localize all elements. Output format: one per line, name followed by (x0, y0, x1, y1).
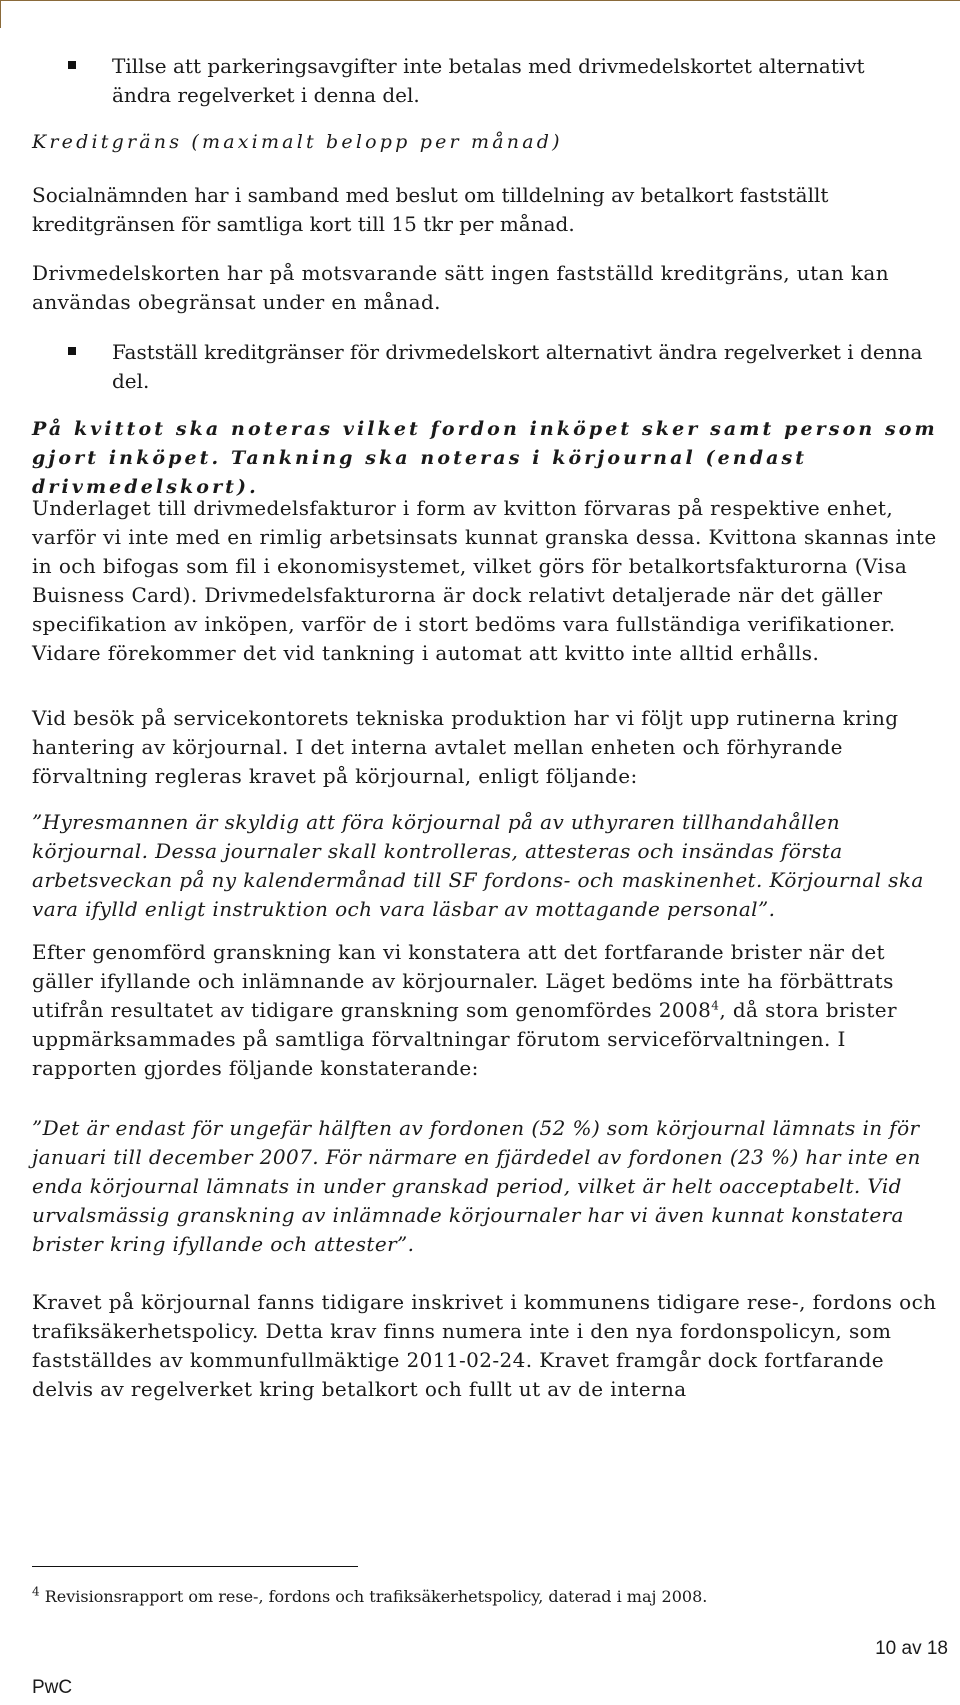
paragraph-text (32, 938, 946, 1083)
section-heading-receipt (32, 415, 946, 502)
footnote-number: 4 (32, 1584, 40, 1599)
bullet-item-parking (78, 52, 930, 110)
paragraph-findings (32, 938, 946, 1083)
square-bullet-icon (68, 347, 76, 355)
section-heading-credit-limit (32, 128, 946, 157)
quote-text: ”Det är endast för ungefär hälften av fordonen (52 %) som körjournal lämnats in för januari till december 2007. För närmare en fjärdedel av fordonen (23 %) har inte en enda körjournal lämnats in under granskad period, vilket är helt oacceptabelt. Vid urvalsmässig granskning av inlämnade körjournaler har vi även kunnat konstatera brister kring ifyllande och attester”. (32, 1116, 921, 1256)
paragraph-text: Drivmedelskorten har på motsvarande sätt ingen fastställd kreditgräns, utan kan användas obegränsat under en månad. (32, 261, 889, 314)
bullet-text: Tillse att parkeringsavgifter inte betalas med drivmedelskortet alternativt ändra regelverket i denna del. (112, 54, 865, 107)
paragraph-text: Socialnämnden har i samband med beslut om tilldelning av betalkort fastställt kreditgränsen för samtliga kort till 15 tkr per månad. (32, 183, 829, 236)
paragraph-receipts (32, 494, 946, 668)
quote-rental-agreement (32, 808, 946, 924)
paragraph-text-part: Efter genomförd granskning kan vi konstatera att det fortfarande brister när det gäller ifyllande och inlämnande av körjournaler. Läget bedöms inte ha förbättrats utifrån resultatet av tidigare granskning som genomfördes 2008 (32, 940, 894, 1022)
footnote (32, 1586, 707, 1608)
page-number: 10 av 18 (875, 1638, 948, 1659)
paragraph-text-part: , då stora brister uppmärksammades på samtliga förvaltningar förutom serviceförvaltningen. I rapporten gjordes följande konstaterande: (32, 998, 897, 1080)
quote-text: ”Hyresmannen är skyldig att föra körjournal på av uthyraren tillhandahållen körjournal. Dessa journaler skall kontrolleras, attesteras och insändas första arbetsveckan på ny kalendermånad till SF fordons- och maskinenhet. Körjournal ska vara ifylld enligt instruktion och vara läsbar av mottagande personal”. (32, 810, 924, 921)
bullet-text: Fastställ kreditgränser för drivmedelskort alternativt ändra regelverket i denna del. (112, 340, 923, 393)
heading-text: På kvittot ska noteras vilket fordon inköpet sker samt person som gjort inköpet. Tankning ska noteras i körjournal (endast drivmedelskort). (32, 418, 938, 498)
page-corner-mark (0, 0, 960, 28)
footnote-text: Revisionsrapport om rese-, fordons och trafiksäkerhetspolicy, daterad i maj 2008. (39, 1587, 708, 1606)
footnote-reference: 4 (711, 998, 720, 1013)
paragraph-visit (32, 704, 946, 791)
bullet-item-credit-limits (78, 338, 930, 396)
square-bullet-icon (68, 61, 76, 69)
quote-previous-report (32, 1114, 946, 1259)
paragraph-text: Kravet på körjournal fanns tidigare inskrivet i kommunens tidigare rese-, fordons och trafiksäkerhetspolicy. Detta krav finns numera inte i den nya fordonspolicyn, som fastställdes av kommunfullmäktige 2011-02-24. Kravet framgår dock fortfarande delvis av regelverket kring betalkort och fullt ut av de interna (32, 1290, 937, 1401)
paragraph-fuel-cards (32, 259, 946, 317)
paragraph-credit-limit (32, 181, 946, 239)
footnote-separator (32, 1566, 358, 1567)
footer-brand: PwC (32, 1677, 73, 1698)
paragraph-text: Vid besök på servicekontorets tekniska produktion har vi följt upp rutinerna kring hantering av körjournal. I det interna avtalet mellan enheten och förhyrande förvaltning regleras kravet på körjournal, enligt följande: (32, 706, 899, 788)
heading-text: Kreditgräns (maximalt belopp per månad) (32, 131, 563, 153)
paragraph-policy (32, 1288, 946, 1404)
paragraph-text: Underlaget till drivmedelsfakturor i form av kvitton förvaras på respektive enhet, varför vi inte med en rimlig arbetsinsats kunnat granska dessa. Kvittona skannas inte in och bifogas som fil i ekonomisystemet, vilket görs för betalkortsfakturorna (Visa Buisness Card). Drivmedelsfakturorna är dock relativt detaljerade när det gäller specifikation av inköpen, varför de i stort bedöms vara fullständiga verifikationer. Vidare förekommer det vid tankning i automat att kvitto inte alltid erhålls. (32, 496, 937, 665)
